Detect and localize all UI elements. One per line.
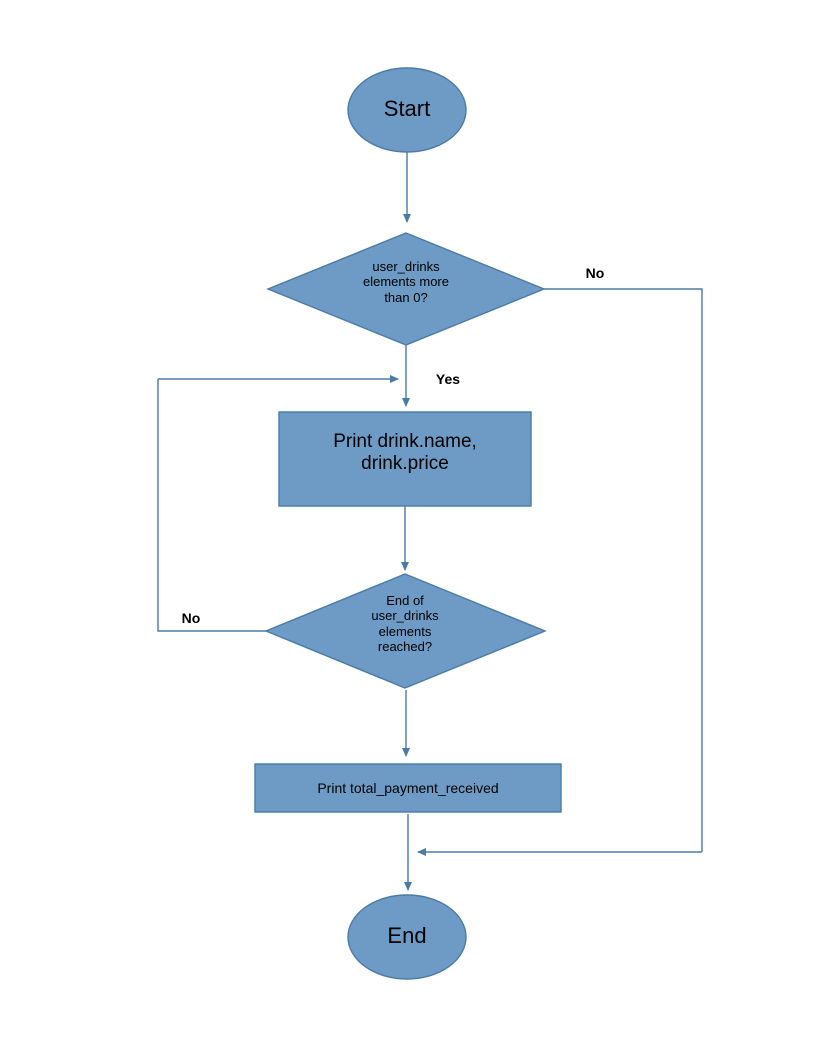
node-start[interactable] [348,68,466,152]
node-check-end[interactable] [266,574,545,688]
edge-loopback-vertical [158,379,267,631]
node-print-total-label: Print total_payment_received [317,780,499,796]
node-check-end-label: End of user_drinks elements reached? [371,593,439,654]
node-print-drink[interactable] [279,412,531,506]
edge-label-no-top: No [585,265,605,281]
node-start-label: Start [383,96,431,121]
node-check-elements-label: user_drinks elements more than 0? [363,259,449,305]
node-print-total[interactable] [255,764,561,812]
node-print-drink-label: Print drink.name, drink.price [333,431,477,475]
node-check-elements[interactable] [268,233,544,345]
edge-label-yes: Yes [435,371,461,387]
edge-check-no-to-end [544,289,702,852]
edge-label-no-loop: No [181,610,201,626]
node-end-label: End [387,923,427,948]
node-end[interactable] [348,895,466,979]
